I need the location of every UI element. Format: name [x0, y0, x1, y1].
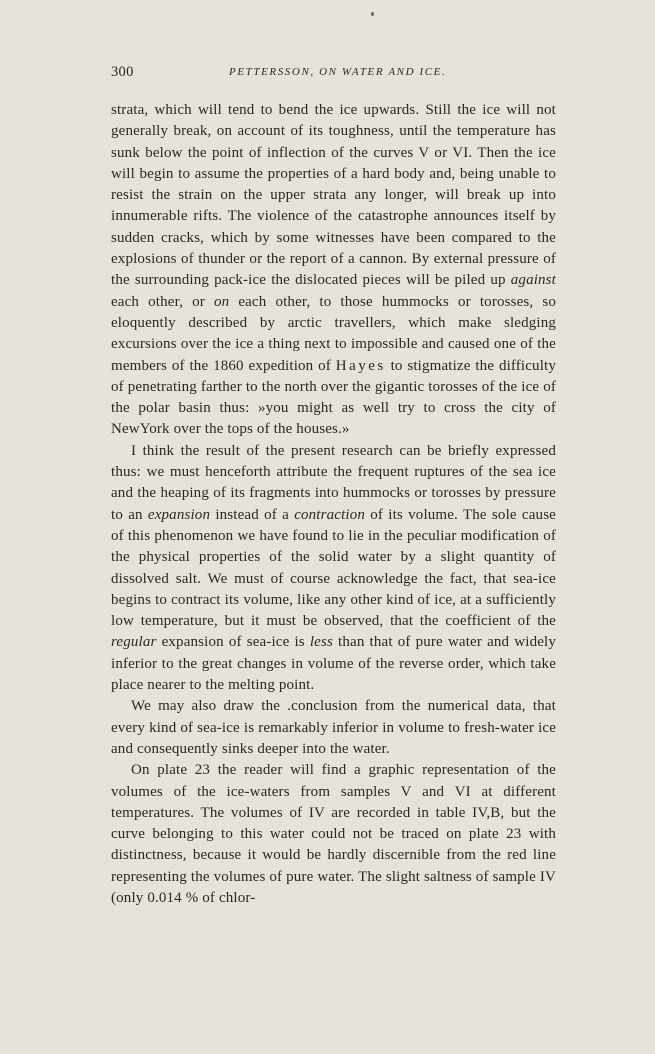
text-run: instead of a [210, 506, 295, 523]
text-run: than that of pure water and widely inferior to the great changes in volume of the reverse order, which take place nearer to the melting point. [111, 634, 556, 694]
text-run: expansion of sea-ice is [156, 634, 310, 651]
page-number: 300 [111, 64, 134, 80]
spaced-name: Hayes [335, 357, 386, 374]
emphasized-word: against [510, 272, 556, 289]
emphasized-word: expansion [147, 506, 211, 523]
emphasized-word: contraction [294, 506, 366, 523]
body-text [111, 100, 556, 909]
running-title: PETTERSSON, ON WATER AND ICE. [229, 66, 447, 78]
paragraph [111, 441, 556, 697]
text-run: I think the result of the present research can be briefly expressed thus: we must henceforth attribute the frequent ruptures of the sea ice and the heaping of its fragments into hummocks or torosses by pressure to an [111, 442, 556, 523]
paragraph [111, 760, 556, 909]
paragraph [111, 696, 556, 760]
paragraph [111, 100, 556, 441]
emphasized-word: on [213, 293, 230, 310]
emphasized-word: regular [111, 634, 157, 651]
ink-speck [371, 12, 374, 16]
text-run: We may also draw the .conclusion from the numerical data, that every kind of sea-ice is remarkably inferior in volume to fresh-water ice and consequently sinks deeper into the water. [111, 698, 556, 757]
text-run: each other, to those hummocks or torosses, so eloquently described by arctic travellers, which make sledging excursions over the ice a thing next to impossible and caused one of the members of the 1860 expedition of [111, 293, 556, 374]
text-run: to stigmatize the difficulty of penetrating farther to the north over the gigantic torosses of the ice of the polar basin thus: »you might as well try to cross the city of NewYork over the tops of the houses.» [111, 357, 556, 438]
emphasized-word: less [309, 634, 333, 651]
text-run: strata, which will tend to bend the ice upwards. Still the ice will not generally break, on account of its toughness, until the temperature has sunk below the point of inflection of the curves V or VI. Then the ice will begin to assume the properties of a hard body and, being unable to resist the strain on the upper strata any longer, will break up into innumerable rifts. The violence of the catastrophe announces itself by sudden cracks, which by some witnesses have been compared to the explosions of thunder or the report of a cannon. By external pressure of the surrounding pack-ice the dislocated pieces will be piled up [111, 102, 556, 289]
text-run: On plate 23 the reader will find a graphic representation of the volumes of the ice-waters from samples V and VI at different temperatures. The volumes of IV are recorded in table IV,B, but the curve belonging to this water could not be traced on plate 23 with distinctness, because it would be hardly discernible from the red line representing the volumes of pure water. The slight saltness of sample IV (only 0.014 % of chlor- [111, 762, 556, 906]
text-run: each other, or [111, 293, 214, 310]
page-header [111, 64, 556, 86]
text-run: of its volume. The sole cause of this phenomenon we have found to lie in the peculiar modification of the physical properties of the solid water by a slight quantity of dissolved salt. We must of course acknowledge the fact, that sea-ice begins to contract its volume, like any other kind of ice, at a sufficiently low temperature, but it must be observed, that the coefficient of the [111, 506, 556, 630]
